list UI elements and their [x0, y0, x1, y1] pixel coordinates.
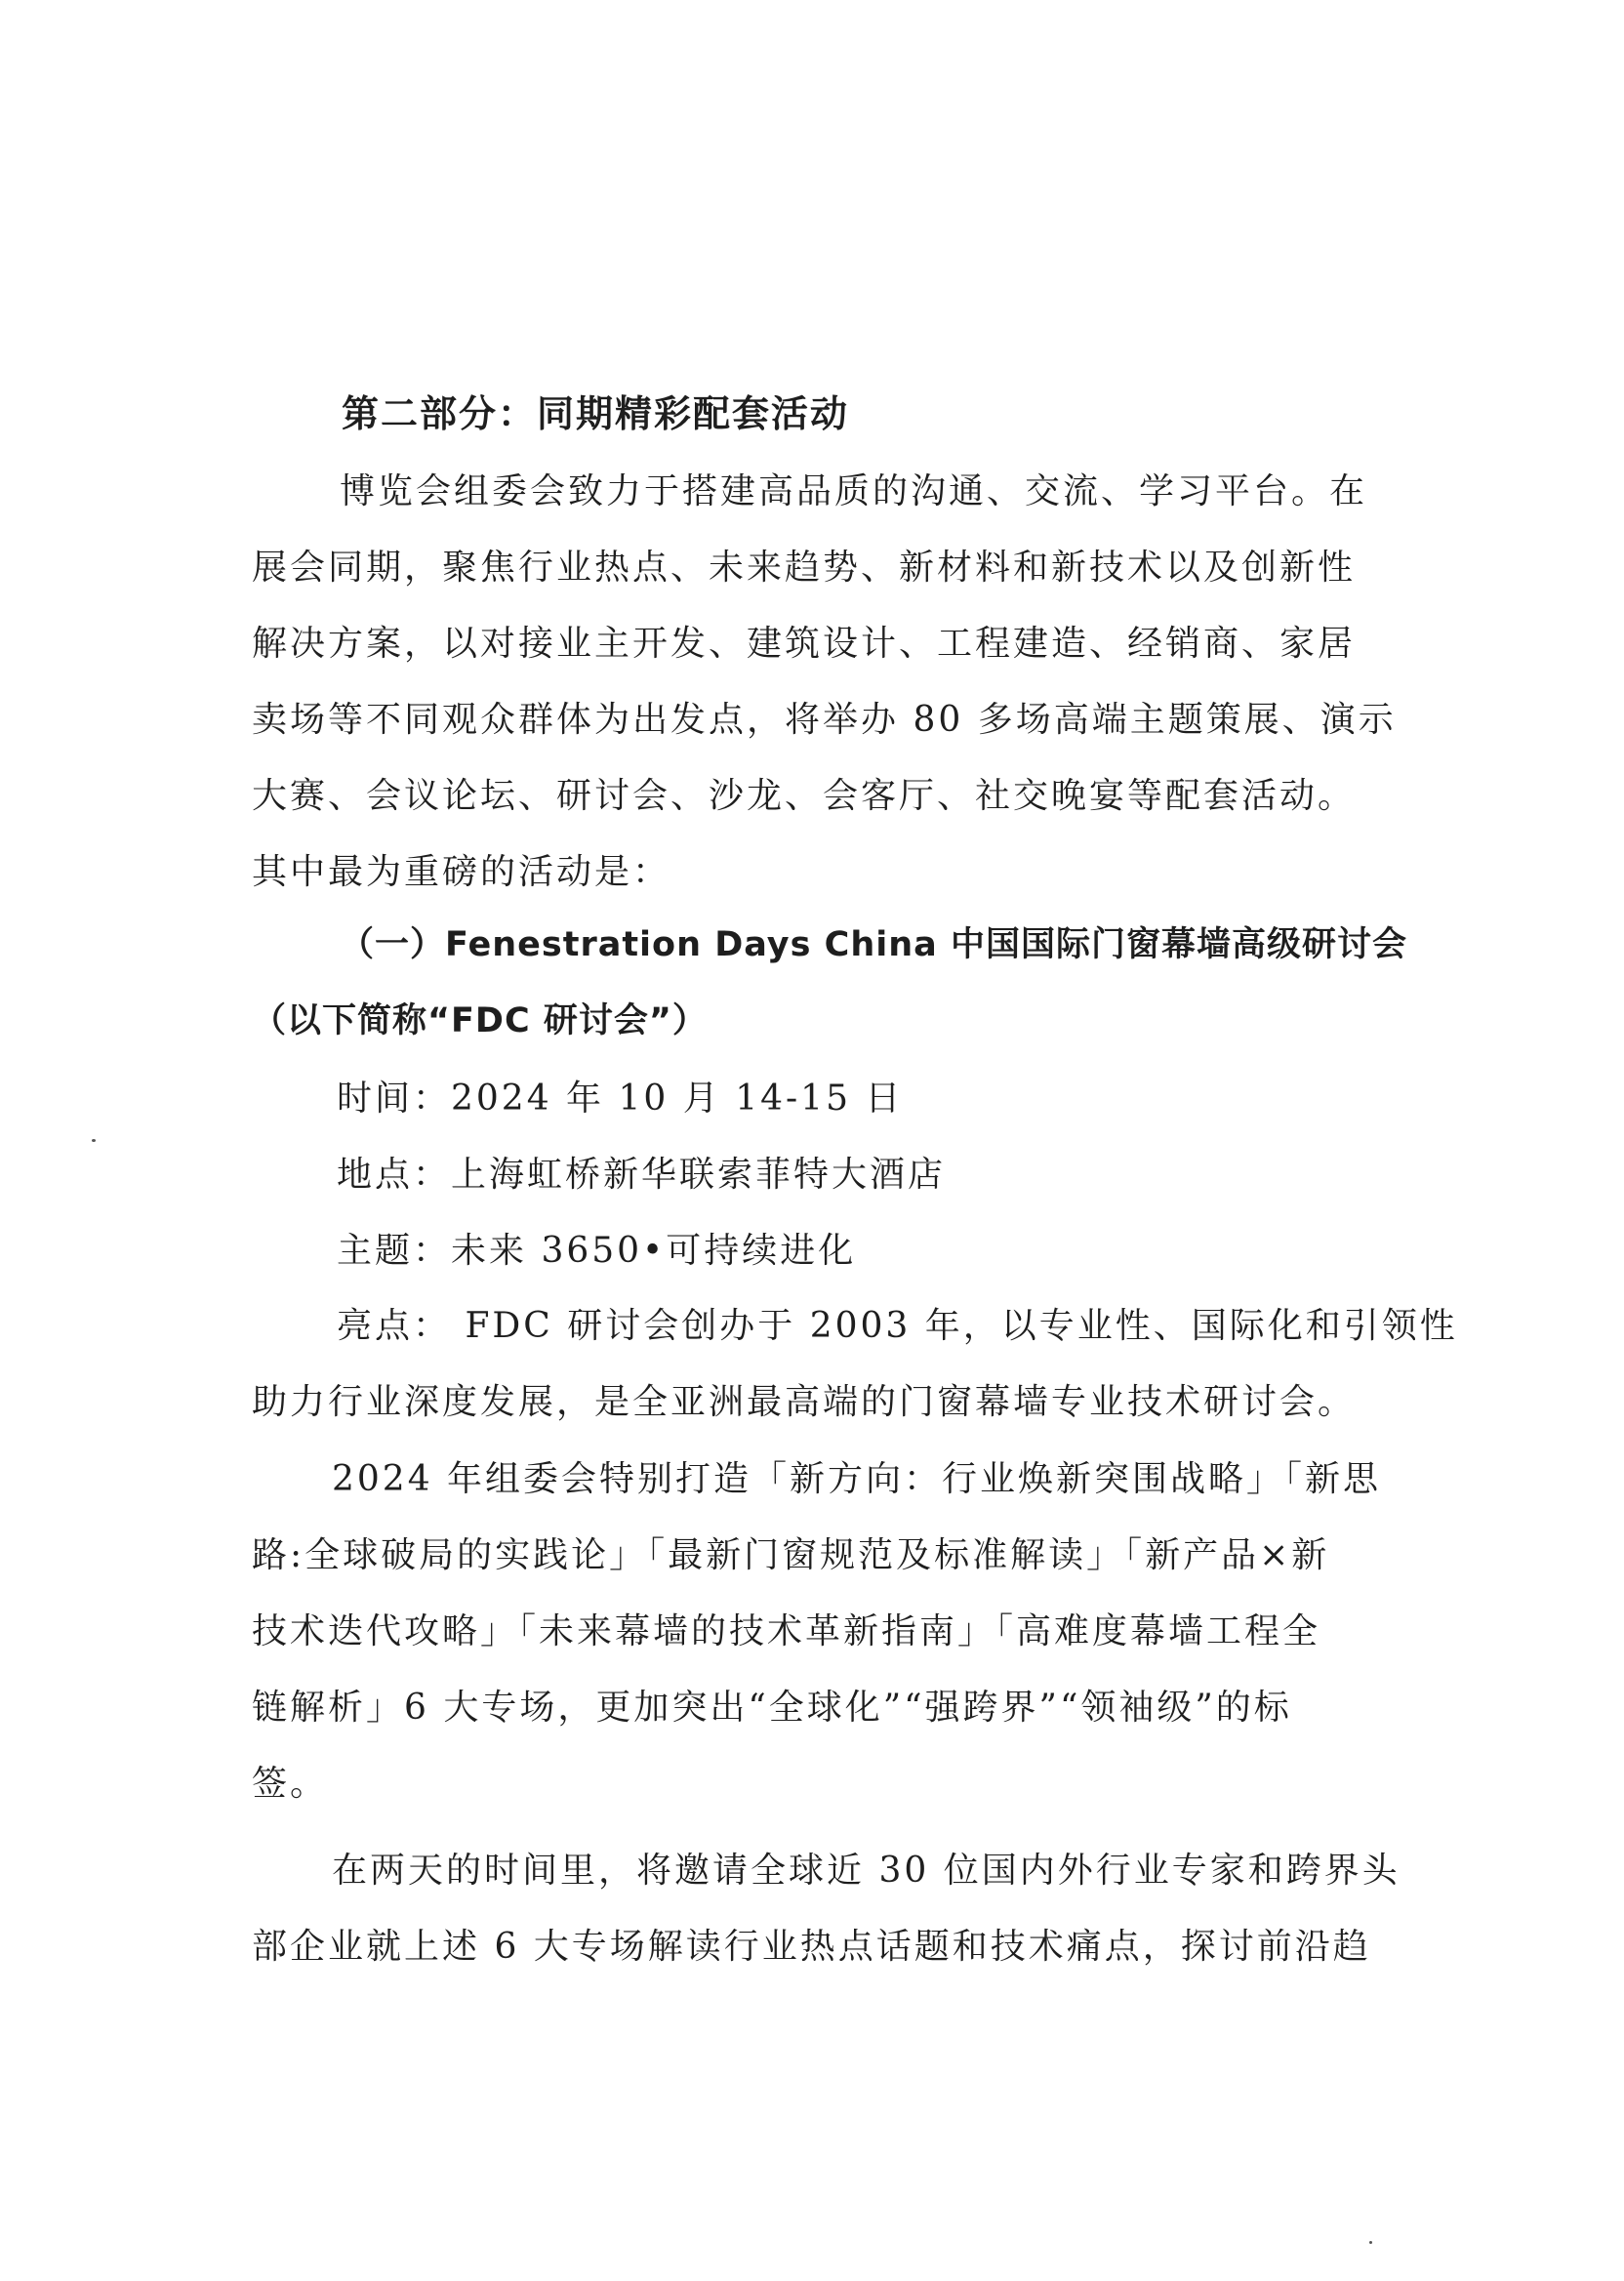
scan-speck	[1369, 2241, 1372, 2244]
closing-line-1: 在两天的时间里，将邀请全球近 30 位国内外行业专家和跨界头	[332, 1851, 1401, 1891]
event-title-line-2: （以下简称“FDC 研讨会”）	[252, 1001, 708, 1040]
intro-line-5: 大赛、会议论坛、研讨会、沙龙、会客厅、社交晚宴等配套活动。	[252, 776, 1357, 816]
scan-speck	[92, 1139, 96, 1142]
program-line-4: 链解析」6 大专场，更加突出“全球化”“强跨界”“领袖级”的标	[252, 1688, 1292, 1728]
highlight-line-1: 亮点： FDC 研讨会创办于 2003 年，以专业性、国际化和引领性	[337, 1306, 1458, 1346]
intro-line-1: 博览会组委会致力于搭建高品质的沟通、交流、学习平台。在	[340, 471, 1368, 511]
section-heading: 第二部分：同期精彩配套活动	[342, 392, 850, 435]
highlight-line-2: 助力行业深度发展，是全亚洲最高端的门窗幕墙专业技术研讨会。	[252, 1382, 1357, 1422]
event-title-line-1: （一）Fenestration Days China 中国国际门窗幕墙高级研讨会	[340, 925, 1407, 964]
closing-line-2: 部企业就上述 6 大专场解读行业热点话题和技术痛点，探讨前沿趋	[252, 1927, 1371, 1967]
program-line-3: 技术迭代攻略」「未来幕墙的技术革新指南」「高难度幕墙工程全	[252, 1611, 1321, 1651]
program-line-2: 路:全球破局的实践论」「最新门窗规范及标准解读」「新产品×新	[252, 1535, 1330, 1575]
intro-line-2: 展会同期，聚焦行业热点、未来趋势、新材料和新技术以及创新性	[252, 548, 1357, 588]
intro-line-6: 其中最为重磅的活动是：	[252, 852, 671, 892]
intro-line-3: 解决方案，以对接业主开发、建筑设计、工程建造、经销商、家居	[252, 624, 1357, 664]
event-location: 地点：上海虹桥新华联索菲特大酒店	[337, 1155, 947, 1195]
event-theme: 主题：未来 3650•可持续进化	[337, 1231, 857, 1271]
event-time: 时间：2024 年 10 月 14-15 日	[337, 1079, 904, 1119]
program-line-1: 2024 年组委会特别打造「新方向：行业焕新突围战略」「新思	[332, 1459, 1382, 1499]
intro-line-4: 卖场等不同观众群体为出发点，将举办 80 多场高端主题策展、演示	[252, 700, 1397, 740]
program-line-5: 签。	[252, 1764, 329, 1804]
